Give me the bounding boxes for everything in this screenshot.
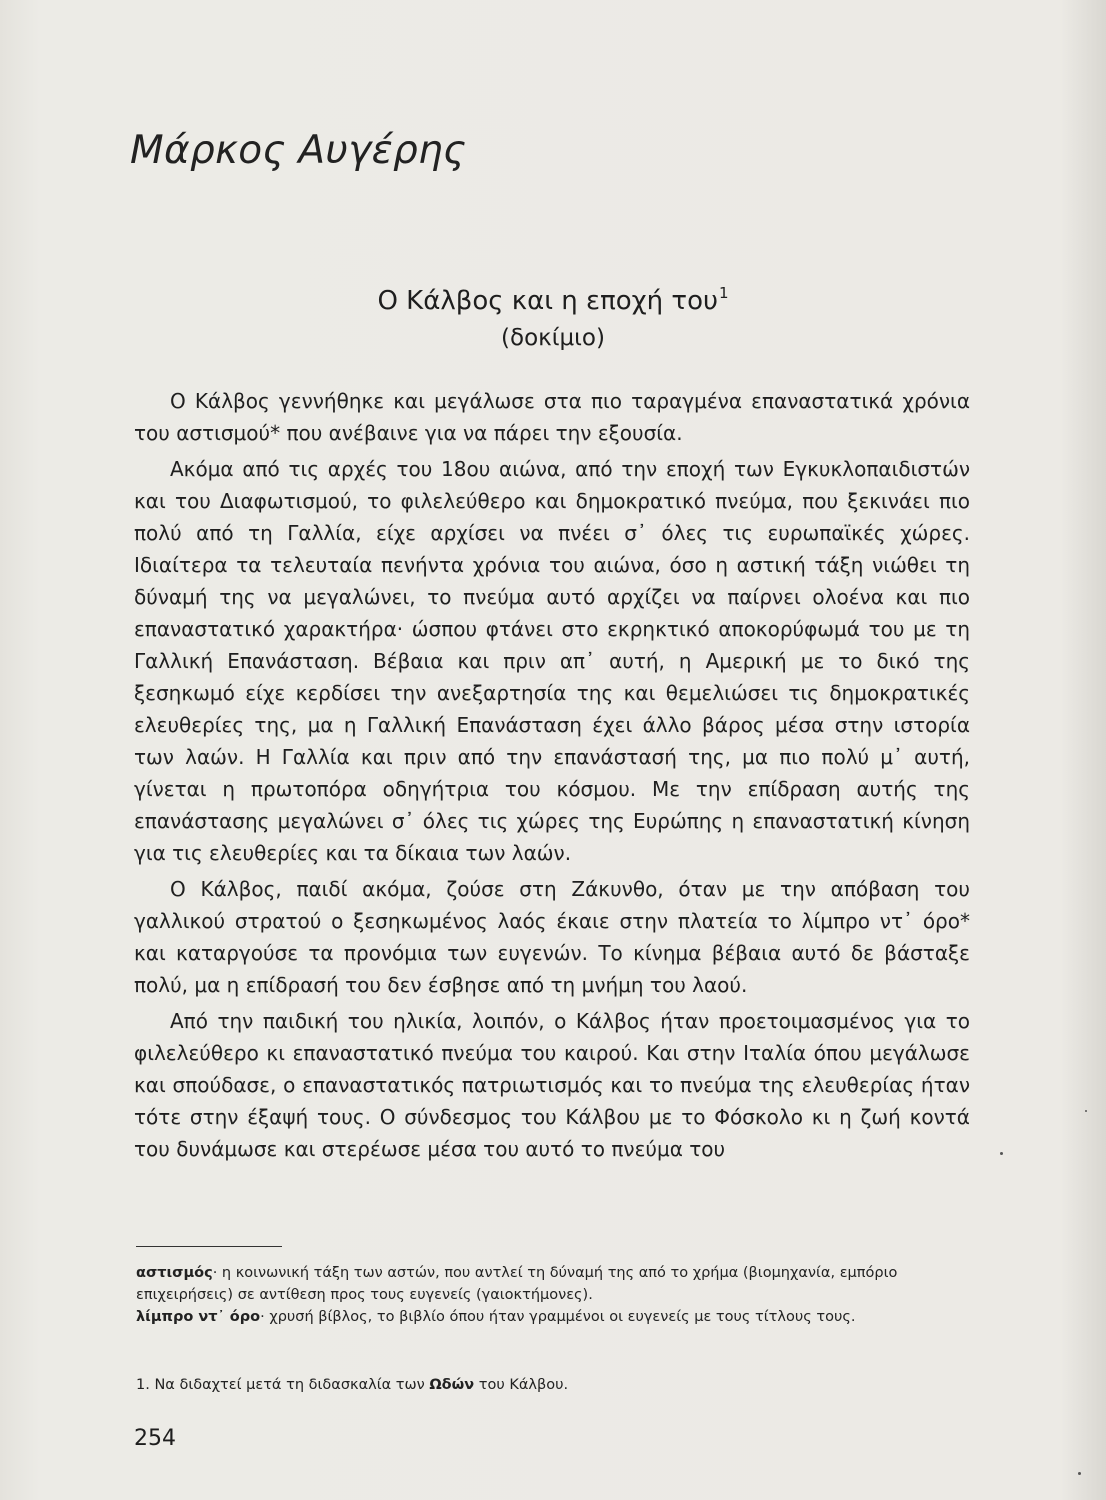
paragraph: Ο Κάλβος γεννήθηκε και μεγάλωσε στα πιο ταραγμένα επαναστατικά χρόνια του αστισμού* που ανέβαινε για να πάρει την εξουσία. [134,389,970,445]
glossary-term: λίμπρο ντ᾽ όρο [136,1309,261,1325]
glossary-definition: χρυσή βίβλος, το βιβλίο όπου ήταν γραμμένοι οι ευγενείς με τους τίτλους τους. [269,1309,856,1325]
glossary-notes [136,1262,972,1328]
footnote-number: 1. [136,1377,150,1393]
print-speck [1000,1152,1003,1155]
footnote-text: Να διδαχτεί μετά τη διδασκαλία των [154,1377,425,1393]
print-speck [1078,1472,1081,1475]
essay-title [0,284,1106,316]
essay-body [134,385,970,1169]
page-number: 254 [134,1426,176,1451]
paragraph: Ο Κάλβος, παιδί ακόμα, ζούσε στη Ζάκυνθο, όταν με την απόβαση του γαλλικού στρατού ο ξεσηκωμένος λαός έκαιε στην πλατεία το λίμπρο ντ᾽ όρο* και καταργούσε τα προνόμια των ευγενών. Το κίνημα βέβαια αυτό δε βάσταξε πολύ, μα η επίδρασή του δεν έσβησε από τη μνήμη του λαού. [134,877,970,997]
paragraph: Ακόμα από τις αρχές του 18ου αιώνα, από την εποχή των Εγκυκλοπαιδιστών και του Διαφωτισμού, το φιλελεύθερο και δημοκρατικό πνεύμα, που ξεκινάει πιο πολύ από τη Γαλλία, είχε αρχίσει να πνέει σ᾽ όλες τις ευρωπαϊκές χώρες. Ιδιαίτερα τα τελευταία πενήντα χρόνια του αιώνα, όσο η αστική τάξη νιώθει τη δύναμή της να μεγαλώνει, το πνεύμα αυτό αρχίζει να παίρνει ολοένα και πιο επαναστατικό χαρακτήρα· ώσπου φτάνει στο εκρηκτικό αποκορύφωμά του με τη Γαλλική Επανάσταση. Βέβαια και πριν απ᾽ αυτή, η Αμερική με το δικό της ξεσηκωμό είχε κερδίσει την ανεξαρτησία της και θεμελιώσει τις δημοκρατικές ελευθερίες της, μα η Γαλλική Επανάσταση έχει άλλο βάρος μέσα στην ιστορία των λαών. Η Γαλλία και πριν από την επανάστασή της, μα πιο πολύ μ᾽ αυτή, γίνεται η πρωτοπόρα οδηγήτρια του κόσμου. Με την επίδραση αυτής της επανάστασης μεγαλώνει σ᾽ όλες τις χώρες της Ευρώπης η επαναστατική κίνηση για τις ελευθερίες και τα δίκαια των λαών. [134,457,970,865]
glossary-definition: η κοινωνική τάξη των αστών, που αντλεί τη δύναμή της από το χρήμα (βιομηχανία, εμπόριο επιχειρήσεις) σε αντίθεση προς τους ευγενείς (γαιοκτήμονες). [136,1265,898,1303]
glossary-entry: αστισμός· η κοινωνική τάξη των αστών, που αντλεί τη δύναμή της από το χρήμα (βιομηχανία, εμπόριο επιχειρήσεις) σε αντίθεση προς τους ευγενείς (γαιοκτήμονες). [136,1265,898,1303]
essay-subtitle: (δοκίμιο) [501,325,605,351]
footnote [136,1374,972,1396]
title-footnote-marker: 1 [719,284,729,302]
paragraph: Από την παιδική του ηλικία, λοιπόν, ο Κάλβος ήταν προετοιμασμένος για το φιλελεύθερο κι επαναστατικό πνεύμα του καιρού. Και στην Ιταλία όπου μεγάλωσε και σπούδασε, ο επαναστατικός πατριωτισμός και το πνεύμα της ελευθερίας ήταν τότε στην έξαψή τους. Ο σύνδεσμος του Κάλβου με το Φόσκολο κι η ζωή κοντά του δυνάμωσε και στερέωσε μέσα του αυτό το πνεύμα του [134,1009,970,1161]
footnote-text-end: του Κάλβου. [478,1377,569,1393]
footnote-bold-text: Ωδών [429,1377,475,1393]
footnote-divider [136,1246,282,1247]
essay-title-text: Ο Κάλβος και η εποχή του [377,286,719,316]
author-name: Μάρκος Αυγέρης [130,128,467,173]
glossary-entry: λίμπρο ντ᾽ όρο· χρυσή βίβλος, το βιβλίο όπου ήταν γραμμένοι οι ευγενείς με τους τίτλους τους. [136,1309,856,1325]
print-speck [1085,1110,1087,1112]
glossary-term: αστισμός [136,1265,213,1281]
